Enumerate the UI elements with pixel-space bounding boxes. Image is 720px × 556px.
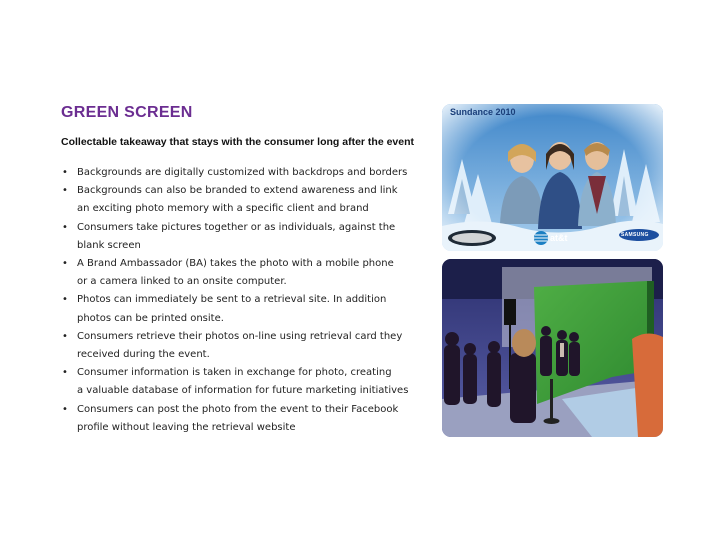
bullet-line: Consumers retrieve their photos on-line using retrieval card they bbox=[77, 330, 403, 342]
bullet-icon: • bbox=[62, 167, 68, 178]
bullet-line: or a camera linked to an onsite computer. bbox=[77, 276, 287, 288]
list-item bbox=[61, 291, 431, 327]
list-item bbox=[61, 364, 431, 400]
bullet-line: Consumer information is taken in exchange for photo, creating bbox=[77, 367, 392, 379]
sundance-photo-card bbox=[442, 104, 663, 251]
card-caption: Sundance 2010 bbox=[450, 107, 516, 117]
bullet-list bbox=[61, 164, 431, 437]
list-item bbox=[61, 255, 431, 291]
bullet-icon: • bbox=[62, 258, 68, 270]
list-item bbox=[61, 401, 431, 437]
bullet-line: Photos can immediately be sent to a retrieval site. In addition bbox=[77, 294, 387, 306]
bullet-line: photos can be printed onsite. bbox=[77, 312, 224, 324]
bullet-icon: • bbox=[62, 185, 68, 197]
bullet-line: blank screen bbox=[77, 239, 141, 251]
bullet-icon: • bbox=[62, 403, 68, 415]
bullet-line: A Brand Ambassador (BA) takes the photo with a mobile phone bbox=[77, 258, 394, 270]
page-subtitle: Collectable takeaway that stays with the consumer long after the event bbox=[61, 136, 415, 148]
list-item bbox=[61, 219, 431, 255]
bullet-icon: • bbox=[62, 330, 68, 342]
event-photo-illustration bbox=[442, 259, 663, 437]
event-photo bbox=[442, 259, 663, 437]
bullet-line: profile without leaving the retrieval website bbox=[77, 421, 296, 433]
bullet-line: Consumers can post the photo from the event to their Facebook bbox=[77, 403, 399, 415]
bullet-line: Backgrounds can also be branded to extend awareness and link bbox=[77, 185, 398, 197]
bullet-icon: • bbox=[62, 367, 68, 379]
bullet-icon: • bbox=[62, 294, 68, 306]
bullet-icon: • bbox=[62, 221, 68, 233]
bullet-line: Consumers take pictures together or as individuals, against the bbox=[77, 221, 396, 233]
bullet-line: received during the event. bbox=[77, 349, 210, 361]
bullet-line: Backgrounds are digitally customized with backdrops and borders bbox=[77, 167, 408, 178]
photo-card-illustration bbox=[442, 104, 663, 251]
list-item bbox=[61, 164, 431, 182]
bullet-line: a valuable database of information for future marketing initiatives bbox=[77, 385, 409, 397]
page-title: GREEN SCREEN bbox=[61, 104, 193, 121]
bullet-line: an exciting photo memory with a specific client and brand bbox=[77, 203, 369, 215]
list-item bbox=[61, 182, 431, 218]
list-item bbox=[61, 328, 431, 364]
att-logo-text: at&t bbox=[550, 233, 568, 243]
samsung-logo-text: SAMSUNG bbox=[621, 232, 649, 238]
